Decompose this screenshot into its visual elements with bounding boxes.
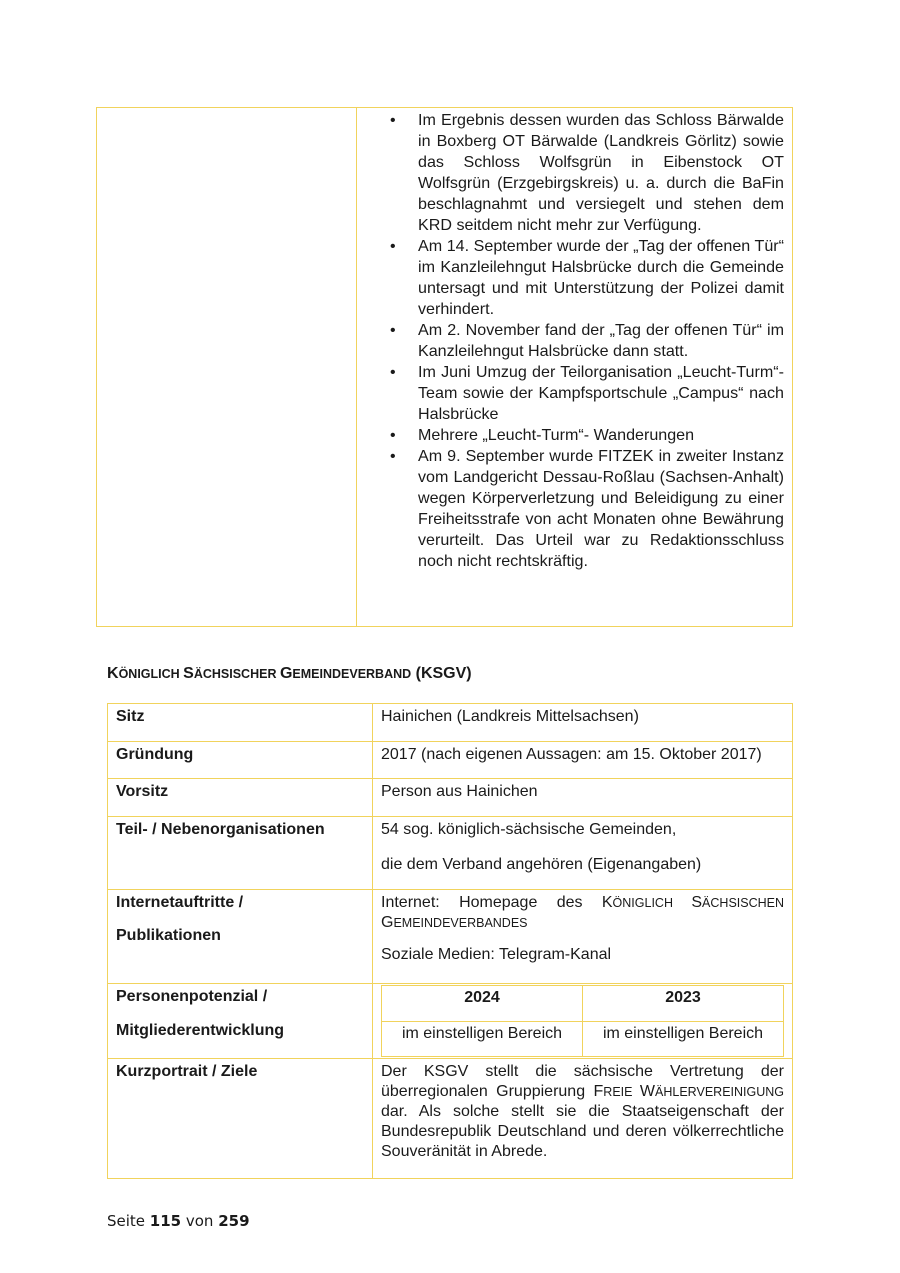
kurz-text: dar. Als solche stellt sie die Staatseigenschaft der Bundesrepublik Deutschland und deren völkerrechtliche Souveränität in Abrede. (381, 1103, 784, 1160)
social-media-line: Soziale Medien: Telegram-Kanal (381, 946, 612, 963)
internet-label-line-2: Publikationen (116, 927, 221, 944)
internet-value (373, 890, 793, 984)
homepage-line (381, 893, 784, 913)
list-item: • Am 14. September wurde der „Tag der offenen Tür“ im Kanzleilehngut Halsbrücke durch die Gemeinde untersagt und mit Unterstützung der Polizei damit verhindert. (418, 236, 784, 320)
events-list (357, 110, 784, 572)
table-row (382, 1022, 784, 1057)
homepage-part: G (381, 914, 394, 931)
table-row (108, 890, 793, 984)
table-row (108, 704, 793, 742)
homepage-part: ÖNIGLICH (612, 896, 692, 910)
page-number-middle: von (181, 1212, 219, 1230)
kurzportrait-label: Kurzportrait / Ziele (108, 1059, 373, 1179)
homepage-line-2 (381, 913, 784, 933)
sitz-value: Hainichen (Landkreis Mittelsachsen) (373, 704, 793, 742)
table-row (382, 986, 784, 1022)
table-row (108, 817, 793, 890)
homepage-part: ÄCHSISCHEN (702, 896, 785, 910)
kurz-text: W (639, 1083, 656, 1100)
year-2024-header: 2024 (382, 986, 583, 1022)
sitz-label: Sitz (108, 704, 373, 742)
homepage-prefix: Internet: Homepage des (381, 894, 602, 911)
internet-label (108, 890, 373, 984)
title-part: K (107, 665, 119, 682)
kurzportrait-value (373, 1059, 793, 1179)
current-page: 115 (149, 1212, 182, 1230)
membership-table (381, 985, 784, 1057)
gruendung-value: 2017 (nach eigenen Aussagen: am 15. Oktober 2017) (373, 742, 793, 779)
teil-line-2: die dem Verband angehören (Eigenangaben) (381, 856, 702, 873)
kurz-text: Der KSGV stellt die sächsische Vertretung der überregionalen Gruppierung (381, 1063, 784, 1100)
kurz-text: REIE (603, 1085, 640, 1099)
list-item: • Im Ergebnis dessen wurden das Schloss Bärwalde in Boxberg OT Bärwalde (Landkreis Görlitz) sowie das Schloss Wolfsgrün in Eibenstock OT Wolfsgrün (Erzgebirgskreis) u. a. durch die BaFin beschlagnahmt und versiegelt und stehen dem KRD seitdem nicht mehr zur Verfügung. (418, 110, 784, 236)
list-item: • Im Juni Umzug der Teilorganisation „Leucht-Turm“-Team sowie der Kampfsportschule „Campus“ nach Halsbrücke (418, 362, 784, 425)
personen-label (108, 984, 373, 1059)
count-2023: im einstelligen Bereich (583, 1022, 784, 1057)
title-part: EMEINDEVERBAND (292, 667, 412, 681)
table-row (108, 779, 793, 817)
title-abbreviation: (KSGV) (411, 665, 472, 682)
count-2024: im einstelligen Bereich (382, 1022, 583, 1057)
table-row (108, 742, 793, 779)
personen-label-line-1: Personenpotenzial / (116, 988, 268, 1005)
title-part: S (183, 665, 194, 682)
personen-value (373, 984, 793, 1059)
list-item: • Mehrere „Leucht-Turm“- Wanderungen (418, 425, 784, 446)
total-pages: 259 (218, 1212, 250, 1230)
title-part: ÖNIGLICH (118, 667, 184, 681)
list-item: • Am 9. September wurde FITZEK in zweiter Instanz vom Landgericht Dessau-Roßlau (Sachsen-Anhalt) wegen Körperverletzung und Beleidigung zu einer Freiheitsstrafe von acht Monaten ohne Bewährung verurteilt. Das Urteil war zu Redaktionsschluss noch nicht rechtskräftig. (418, 446, 784, 572)
title-part: G (279, 665, 293, 682)
teilorganisationen-label: Teil- / Nebenorganisationen (108, 817, 373, 890)
homepage-part: EMEINDEVERBANDES (393, 916, 528, 930)
page-number-prefix: Seite (107, 1212, 150, 1230)
kurz-text: F (593, 1083, 604, 1100)
ksgv-profile-table (107, 703, 793, 1179)
year-2023-header: 2023 (583, 986, 784, 1022)
vorsitz-value: Person aus Hainichen (373, 779, 793, 817)
gruendung-label: Gründung (108, 742, 373, 779)
empty-label-cell (97, 108, 357, 627)
personen-label-line-2: Mitgliederentwicklung (116, 1022, 285, 1039)
events-cell (357, 108, 793, 627)
internet-label-line-1: Internetauftritte / (116, 894, 244, 911)
teil-line-1: 54 sog. königlich-sächsische Gemeinden, (381, 821, 677, 838)
table-row (108, 1059, 793, 1179)
page-number (107, 1212, 250, 1230)
homepage-part: K (601, 894, 613, 911)
section-title (107, 665, 472, 683)
title-part: ÄCHSISCHER (193, 667, 280, 681)
kurz-text: ÄHLERVEREINIGUNG (655, 1085, 784, 1099)
table-row (108, 984, 793, 1059)
table-row (97, 108, 793, 627)
homepage-part: S (691, 894, 703, 911)
vorsitz-label: Vorsitz (108, 779, 373, 817)
continuation-table (96, 107, 793, 627)
teilorganisationen-value (373, 817, 793, 890)
list-item: • Am 2. November fand der „Tag der offenen Tür“ im Kanzleilehngut Halsbrücke dann statt. (418, 320, 784, 362)
